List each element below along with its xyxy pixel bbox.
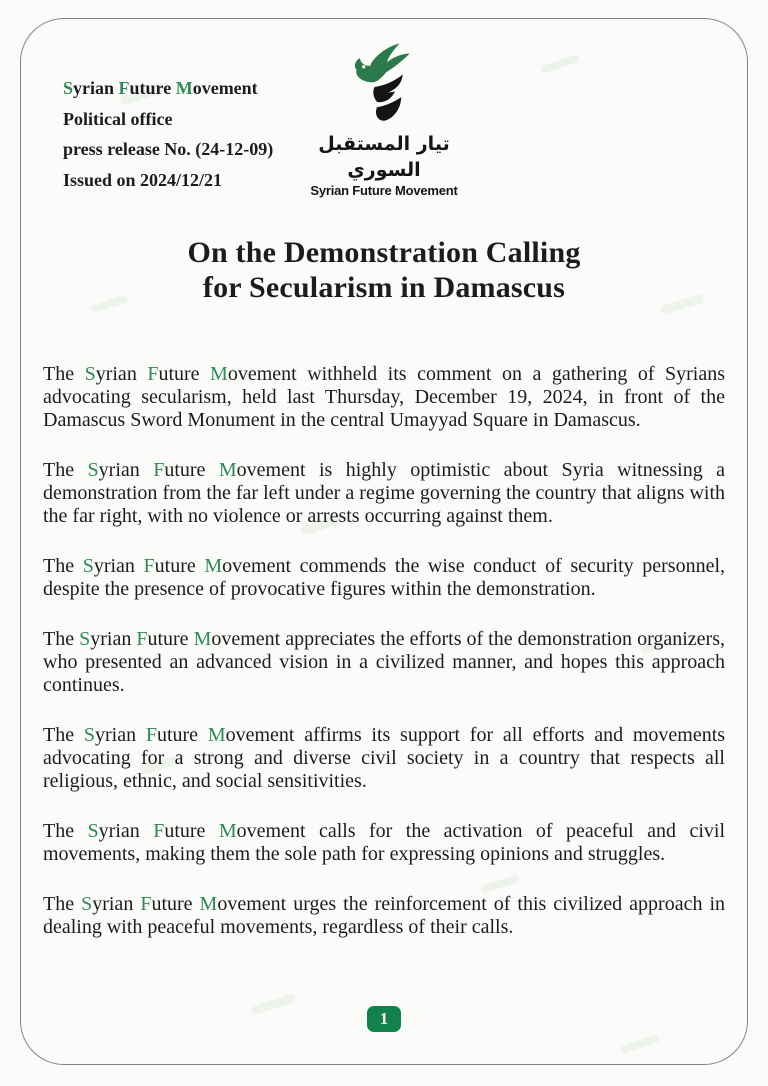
release-number-line: press release No. (24-12-09) <box>63 139 274 159</box>
issue-date-line: Issued on 2024/12/21 <box>63 169 223 190</box>
brand-initial: S <box>87 459 99 481</box>
brand-initial: M <box>204 555 223 577</box>
press-release-card <box>20 18 748 1065</box>
page-number-badge: 1 <box>367 1006 402 1032</box>
brand-initial: S <box>82 555 94 577</box>
brand-initial: S <box>83 724 95 746</box>
paragraph: The Syrian Future Movement is highly optimistic about Syria witnessing a demonstration from the far left under a regime governing the country that aligns with the far right, with no violence or arrests occurring against them. <box>43 459 726 527</box>
brand-initial: S <box>81 893 93 915</box>
brand-initial: M <box>210 363 228 385</box>
page-title <box>43 235 725 305</box>
paragraph: The Syrian Future Movement calls for the activation of peaceful and civil movements, making them the sole path for expressing opinions and struggles. <box>43 820 726 865</box>
page-footer <box>43 1006 725 1034</box>
title-line-2: for Secularism in Damascus <box>202 271 566 304</box>
title-line-1: On the Demonstration Calling <box>187 236 581 269</box>
brand-initial: M <box>175 78 193 98</box>
paragraph: The Syrian Future Movement appreciates the efforts of the demonstration organizers, who presented an advanced vision in a civilized manner, and hopes this approach continues. <box>43 628 725 696</box>
paragraph: The Syrian Future Movement commends the wise conduct of security personnel, despite the presence of provocative figures within the demonstration. <box>43 555 726 600</box>
body-paragraphs <box>43 363 725 966</box>
brand-initial: M <box>218 820 237 842</box>
logo-english-name: Syrian Future Movement <box>310 183 458 198</box>
paragraph: The Syrian Future Movement affirms its support for all efforts and movements advocating for a strong and diverse civil society in a country that respects all religious, ethnic, and social sensitivities. <box>43 724 726 792</box>
brand-initial: F <box>147 363 159 385</box>
brand-initial: F <box>140 893 152 915</box>
paragraph: The Syrian Future Movement withheld its comment on a gathering of Syrians advocating secularism, held last Thursday, December 19, 2024, in front of the Damascus Sword Monument in the central Umayyad Square in Damascus. <box>43 363 726 431</box>
logo-arabic-name: تيار المستقبل السوري <box>318 133 450 181</box>
brand-initial: S <box>87 820 99 842</box>
brand-initial: F <box>153 820 165 842</box>
org-name: Syrian Future Movement <box>63 78 258 98</box>
brand-initial: S <box>84 363 96 385</box>
brand-initial: S <box>63 78 74 98</box>
office-line: Political office <box>63 108 173 129</box>
brand-initial: M <box>193 628 212 650</box>
brand-initial: F <box>153 459 165 481</box>
brand-initial: F <box>118 78 130 98</box>
paragraph: The Syrian Future Movement urges the reinforcement of this civilized approach in dealing with peaceful movements, regardless of their calls. <box>43 893 726 938</box>
brand-initial: F <box>143 555 155 577</box>
falcon-flame-icon <box>345 43 423 131</box>
brand-initial: M <box>218 459 237 481</box>
document-meta <box>63 73 273 195</box>
brand-initial: F <box>136 628 148 650</box>
org-logo <box>284 43 484 199</box>
brand-initial: S <box>79 628 91 650</box>
document-header <box>43 53 725 198</box>
brand-initial: M <box>199 893 218 915</box>
brand-initial: M <box>207 724 226 746</box>
brand-initial: F <box>145 724 157 746</box>
